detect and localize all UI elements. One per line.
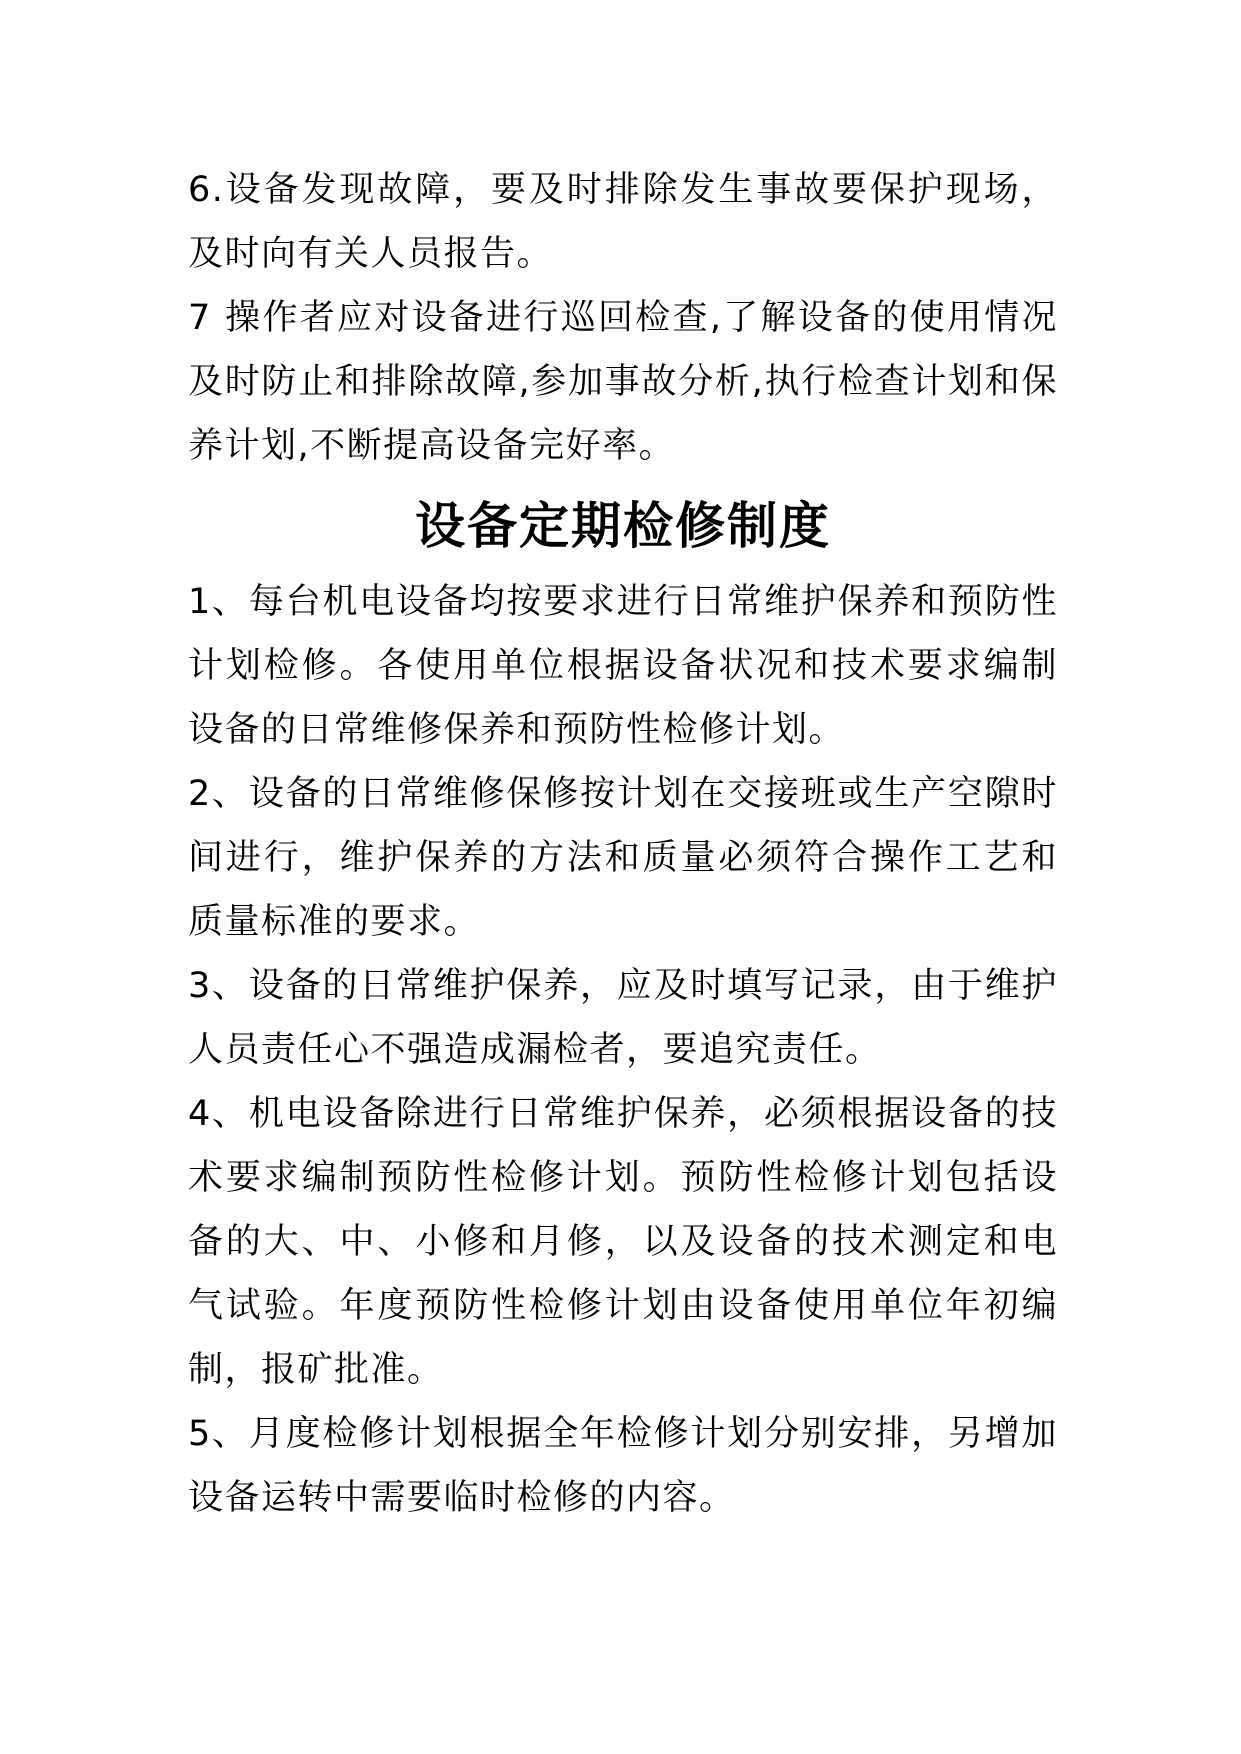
rule-item-5: 5、月度检修计划根据全年检修计划分别安排，另增加设备运转中需要临时检修的内容。 — [188, 1414, 1058, 1518]
document-body — [188, 158, 1058, 1530]
rule-item-2: 2、设备的日常维修保修按计划在交接班或生产空隙时间进行，维护保养的方法和质量必须符合操作工艺和质量标准的要求。 — [188, 774, 1058, 942]
section-title: 设备定期检修制度 — [415, 497, 831, 555]
paragraph-item-7: 7 操作者应对设备进行巡回检查,了解设备的使用情况及时防止和排除故障,参加事故分析,执行检查计划和保养计划,不断提高设备完好率。 — [188, 298, 1058, 466]
paragraph-item-6: 6.设备发现故障，要及时排除发生事故要保护现场，及时向有关人员报告。 — [188, 170, 1058, 274]
rule-item-3: 3、设备的日常维护保养，应及时填写记录，由于维护人员责任心不强造成漏检者，要追究责任。 — [188, 966, 1058, 1070]
rule-item-4: 4、机电设备除进行日常维护保养，必须根据设备的技术要求编制预防性检修计划。预防性检修计划包括设备的大、中、小修和月修，以及设备的技术测定和电气试验。年度预防性检修计划由设备使用单位年初编制，报矿批准。 — [188, 1094, 1058, 1390]
rule-item-1: 1、每台机电设备均按要求进行日常维护保养和预防性计划检修。各使用单位根据设备状况和技术要求编制设备的日常维修保养和预防性检修计划。 — [188, 582, 1058, 750]
